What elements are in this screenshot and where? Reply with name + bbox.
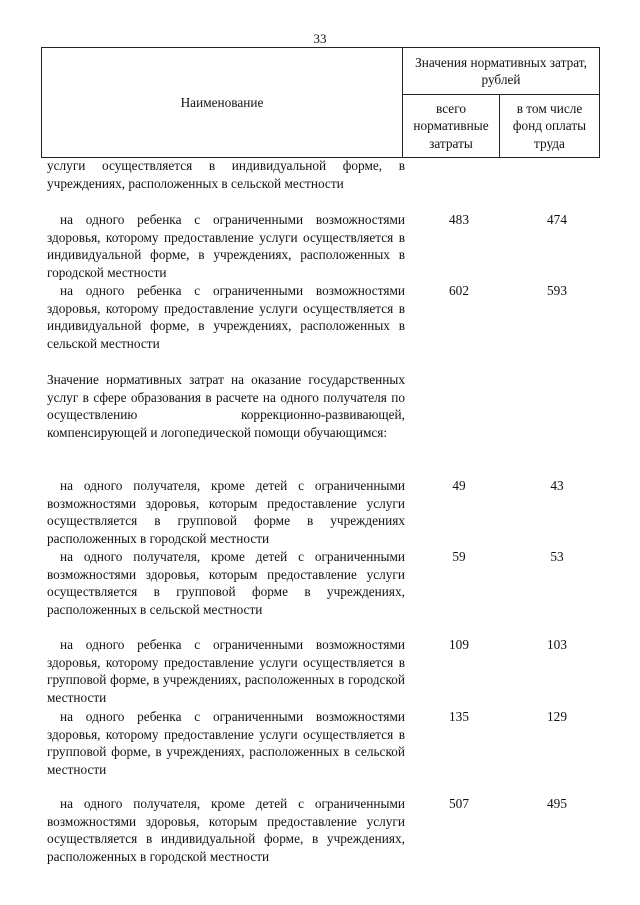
row-total-value: 483 bbox=[449, 212, 469, 227]
row-name: на одного получателя, кроме детей с ограниченными возможностями здоровья, которым предоставление услуги осуществляется в групповой форме в учреждениях, расположенных в сельской местности bbox=[47, 549, 405, 617]
row-name: на одного ребенка с ограниченными возможностями здоровья, которому предоставление услуги осуществляется в индивидуальной форме, в учреждениях, расположенных в сельской местности bbox=[47, 283, 405, 351]
row-total-value: 135 bbox=[449, 709, 469, 724]
row-name: на одного ребенка с ограниченными возможностями здоровья, которому предоставление услуги осуществляется в групповой форме, в учреждениях, расположенных в городской местности bbox=[47, 637, 405, 705]
row-fot-value: 53 bbox=[550, 549, 564, 564]
column-group-header: Значения нормативных затрат, рублей bbox=[403, 48, 600, 95]
row-name: на одного ребенка с ограниченными возможностями здоровья, которому предоставление услуги осуществляется в групповой форме, в учреждениях, расположенных в сельской местности bbox=[47, 709, 405, 777]
row-total-value: 59 bbox=[452, 549, 466, 564]
row-fot-value: 474 bbox=[547, 212, 567, 227]
row-name: Значение нормативных затрат на оказание государственных услуг в сфере образования в расчете на одного получателя по осуществлению коррекционно-развивающей, компенсирующей и логопедической помощи обучающимся: bbox=[47, 372, 405, 440]
column-header-fot: в том числе фонд оплаты труда bbox=[500, 95, 600, 158]
row-fot-value: 593 bbox=[547, 283, 567, 298]
row-name: услуги осуществляется в индивидуальной форме, в учреждениях, расположенных в сельской местности bbox=[47, 158, 405, 191]
column-header-name: Наименование bbox=[42, 48, 403, 158]
row-total-value: 49 bbox=[452, 478, 466, 493]
column-header-total: всего нормативные затраты bbox=[403, 95, 500, 158]
table-header bbox=[41, 47, 600, 158]
row-fot-value: 495 bbox=[547, 796, 567, 811]
row-total-value: 109 bbox=[449, 637, 469, 652]
row-name: на одного ребенка с ограниченными возможностями здоровья, которому предоставление услуги осуществляется в индивидуальной форме, в учреждениях, расположенных в городской местности bbox=[47, 212, 405, 280]
row-fot-value: 129 bbox=[547, 709, 567, 724]
row-name: на одного получателя, кроме детей с ограниченными возможностями здоровья, которым предоставление услуги осуществляется в групповой форме в учреждениях расположенных в городской местности bbox=[47, 478, 405, 546]
row-name: на одного получателя, кроме детей с ограниченными возможностями здоровья, которым предоставление услуги осуществляется в индивидуальной форме, в учреждениях, расположенных в городской местности bbox=[47, 796, 405, 864]
row-fot-value: 43 bbox=[550, 478, 564, 493]
row-fot-value: 103 bbox=[547, 637, 567, 652]
page-number: 33 bbox=[313, 31, 327, 46]
row-total-value: 507 bbox=[449, 796, 469, 811]
row-total-value: 602 bbox=[449, 283, 469, 298]
